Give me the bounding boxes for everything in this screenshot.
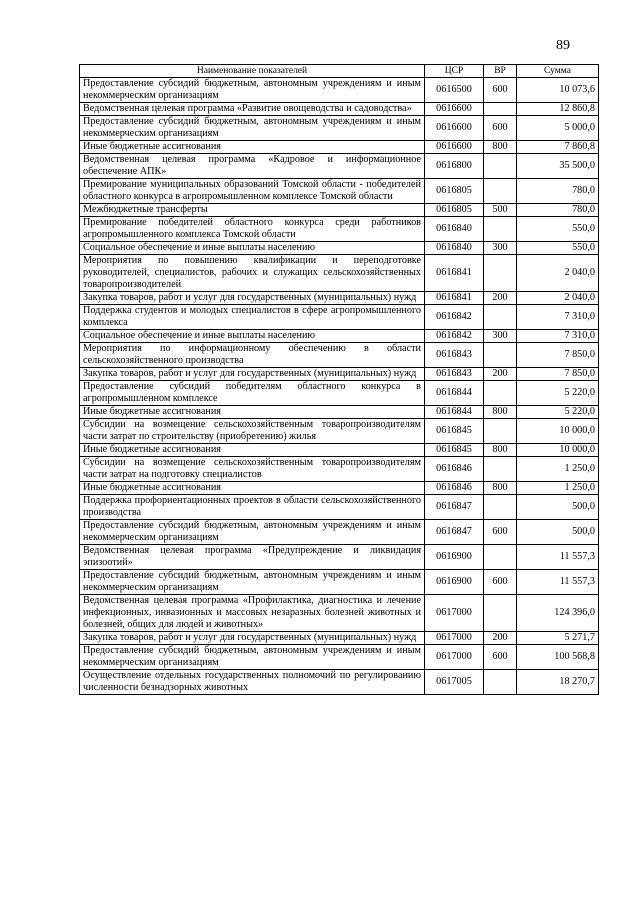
row-sum: 11 557,3 [517, 545, 599, 570]
table-row [80, 78, 599, 103]
table-row [80, 154, 599, 179]
table-row [80, 482, 599, 495]
table-row [80, 495, 599, 520]
row-name: Иные бюджетные ассигнования [80, 444, 425, 457]
row-csr: 0616600 [425, 141, 484, 154]
row-csr: 0616840 [425, 217, 484, 242]
row-name: Ведомственная целевая программа «Профилактика, диагностика и лечение инфекционных, инвазионных и массовых незаразных болезней животных и болезней, общих для людей и животных» [80, 595, 425, 632]
row-vr [484, 255, 517, 292]
header-name: Наименование показателей [80, 65, 425, 78]
table-row [80, 545, 599, 570]
row-sum: 2 040,0 [517, 255, 599, 292]
row-csr: 0616600 [425, 103, 484, 116]
row-name: Ведомственная целевая программа «Кадровое и информационное обеспечение АПК» [80, 154, 425, 179]
row-sum: 5 220,0 [517, 381, 599, 406]
budget-table [79, 64, 599, 695]
row-vr: 200 [484, 368, 517, 381]
table-row [80, 242, 599, 255]
row-vr: 200 [484, 632, 517, 645]
row-csr: 0616843 [425, 343, 484, 368]
row-sum: 12 860,8 [517, 103, 599, 116]
row-vr: 300 [484, 242, 517, 255]
row-vr [484, 179, 517, 204]
row-vr [484, 457, 517, 482]
row-sum: 10 000,0 [517, 444, 599, 457]
table-row [80, 520, 599, 545]
row-name: Субсидии на возмещение сельскохозяйственным товаропроизводителям части затрат на подготовку специалистов [80, 457, 425, 482]
table-header-row [80, 65, 599, 78]
row-sum: 780,0 [517, 179, 599, 204]
table-row [80, 457, 599, 482]
row-vr: 200 [484, 292, 517, 305]
table-row [80, 103, 599, 116]
row-vr [484, 419, 517, 444]
row-vr [484, 495, 517, 520]
row-name: Предоставление субсидий бюджетным, автономным учреждениям и иным некоммерческим организациям [80, 645, 425, 670]
row-sum: 500,0 [517, 520, 599, 545]
table-row [80, 570, 599, 595]
row-sum: 1 250,0 [517, 482, 599, 495]
row-name: Ведомственная целевая программа «Предупреждение и ликвидация эпизоотий» [80, 545, 425, 570]
row-sum: 10 073,6 [517, 78, 599, 103]
row-vr [484, 343, 517, 368]
header-sum: Сумма [517, 65, 599, 78]
row-vr [484, 217, 517, 242]
table-row [80, 632, 599, 645]
row-csr: 0616500 [425, 78, 484, 103]
row-vr [484, 545, 517, 570]
row-vr [484, 595, 517, 632]
row-sum: 7 860,8 [517, 141, 599, 154]
row-vr: 800 [484, 482, 517, 495]
row-name: Предоставление субсидий победителям областного конкурса в агропромышленном комплексе [80, 381, 425, 406]
table-row [80, 419, 599, 444]
header-vr: ВР [484, 65, 517, 78]
row-name: Мероприятия по информационному обеспечению в области сельскохозяйственного производства [80, 343, 425, 368]
row-name: Межбюджетные трансферты [80, 204, 425, 217]
row-name: Предоставление субсидий бюджетным, автономным учреждениям и иным некоммерческим организациям [80, 520, 425, 545]
row-vr: 300 [484, 330, 517, 343]
row-csr: 0617000 [425, 645, 484, 670]
table-row [80, 406, 599, 419]
row-name: Предоставление субсидий бюджетным, автономным учреждениям и иным некоммерческим организациям [80, 570, 425, 595]
row-csr: 0616840 [425, 242, 484, 255]
row-vr: 500 [484, 204, 517, 217]
row-sum: 100 568,8 [517, 645, 599, 670]
row-csr: 0616843 [425, 368, 484, 381]
row-csr: 0616845 [425, 444, 484, 457]
row-sum: 7 850,0 [517, 368, 599, 381]
row-sum: 2 040,0 [517, 292, 599, 305]
table-row [80, 116, 599, 141]
table-row [80, 645, 599, 670]
row-vr [484, 381, 517, 406]
row-csr: 0616600 [425, 116, 484, 141]
table-row [80, 444, 599, 457]
row-name: Ведомственная целевая программа «Развитие овощеводства и садоводства» [80, 103, 425, 116]
row-sum: 35 500,0 [517, 154, 599, 179]
row-sum: 550,0 [517, 242, 599, 255]
row-csr: 0616846 [425, 482, 484, 495]
row-csr: 0616847 [425, 495, 484, 520]
header-csr: ЦСР [425, 65, 484, 78]
row-sum: 5 271,7 [517, 632, 599, 645]
row-csr: 0616842 [425, 330, 484, 343]
table-row [80, 330, 599, 343]
row-csr: 0616844 [425, 381, 484, 406]
row-name: Социальное обеспечение и иные выплаты населению [80, 330, 425, 343]
row-csr: 0616847 [425, 520, 484, 545]
row-vr [484, 103, 517, 116]
row-csr: 0616842 [425, 305, 484, 330]
table-row [80, 381, 599, 406]
row-name: Иные бюджетные ассигнования [80, 406, 425, 419]
row-name: Премирование победителей областного конкурса среди работников агропромышленного комплекса Томской области [80, 217, 425, 242]
row-sum: 5 000,0 [517, 116, 599, 141]
table-row [80, 141, 599, 154]
row-csr: 0616800 [425, 154, 484, 179]
table-row [80, 343, 599, 368]
row-csr: 0616841 [425, 255, 484, 292]
row-sum: 10 000,0 [517, 419, 599, 444]
table-row [80, 368, 599, 381]
row-vr: 600 [484, 570, 517, 595]
row-name: Поддержка профориентационных проектов в области сельскохозяйственного производства [80, 495, 425, 520]
row-name: Закупка товаров, работ и услуг для государственных (муниципальных) нужд [80, 368, 425, 381]
row-vr: 600 [484, 645, 517, 670]
row-vr [484, 305, 517, 330]
row-sum: 7 310,0 [517, 330, 599, 343]
table-row [80, 204, 599, 217]
row-vr: 800 [484, 406, 517, 419]
table-row [80, 179, 599, 204]
row-name: Закупка товаров, работ и услуг для государственных (муниципальных) нужд [80, 292, 425, 305]
page-number: 89 [556, 38, 570, 53]
row-csr: 0616805 [425, 204, 484, 217]
row-sum: 124 396,0 [517, 595, 599, 632]
row-name: Субсидии на возмещение сельскохозяйственным товаропроизводителям части затрат по строительству (приобретению) жилья [80, 419, 425, 444]
row-name: Закупка товаров, работ и услуг для государственных (муниципальных) нужд [80, 632, 425, 645]
row-name: Премирование муниципальных образований Томской области - победителей областного конкурса в агропромышленном комплексе Томской области [80, 179, 425, 204]
row-sum: 500,0 [517, 495, 599, 520]
table-row [80, 305, 599, 330]
row-vr [484, 670, 517, 695]
row-vr: 800 [484, 141, 517, 154]
table-row [80, 292, 599, 305]
row-csr: 0616841 [425, 292, 484, 305]
row-sum: 550,0 [517, 217, 599, 242]
row-csr: 0617000 [425, 632, 484, 645]
row-sum: 7 310,0 [517, 305, 599, 330]
table-row [80, 255, 599, 292]
row-name: Предоставление субсидий бюджетным, автономным учреждениям и иным некоммерческим организациям [80, 78, 425, 103]
row-csr: 0616805 [425, 179, 484, 204]
row-csr: 0616844 [425, 406, 484, 419]
row-name: Предоставление субсидий бюджетным, автономным учреждениям и иным некоммерческим организациям [80, 116, 425, 141]
row-name: Поддержка студентов и молодых специалистов в сфере агропромышленного комплекса [80, 305, 425, 330]
row-sum: 1 250,0 [517, 457, 599, 482]
row-sum: 11 557,3 [517, 570, 599, 595]
row-vr [484, 154, 517, 179]
table-row [80, 595, 599, 632]
table-row [80, 217, 599, 242]
row-vr: 800 [484, 444, 517, 457]
row-csr: 0616845 [425, 419, 484, 444]
row-sum: 7 850,0 [517, 343, 599, 368]
row-csr: 0617005 [425, 670, 484, 695]
row-sum: 780,0 [517, 204, 599, 217]
row-vr: 600 [484, 78, 517, 103]
row-csr: 0616900 [425, 570, 484, 595]
row-name: Иные бюджетные ассигнования [80, 482, 425, 495]
row-name: Осуществление отдельных государственных полномочий по регулированию численности безнадзорных животных [80, 670, 425, 695]
row-name: Иные бюджетные ассигнования [80, 141, 425, 154]
row-csr: 0617000 [425, 595, 484, 632]
row-csr: 0616846 [425, 457, 484, 482]
row-sum: 5 220,0 [517, 406, 599, 419]
row-sum: 18 270,7 [517, 670, 599, 695]
row-vr: 600 [484, 116, 517, 141]
row-name: Мероприятия по повышению квалификации и переподготовке руководителей, специалистов, рабочих и служащих сельскохозяйственных товаропроизводителей [80, 255, 425, 292]
row-csr: 0616900 [425, 545, 484, 570]
row-vr: 600 [484, 520, 517, 545]
table-row [80, 670, 599, 695]
row-name: Социальное обеспечение и иные выплаты населению [80, 242, 425, 255]
